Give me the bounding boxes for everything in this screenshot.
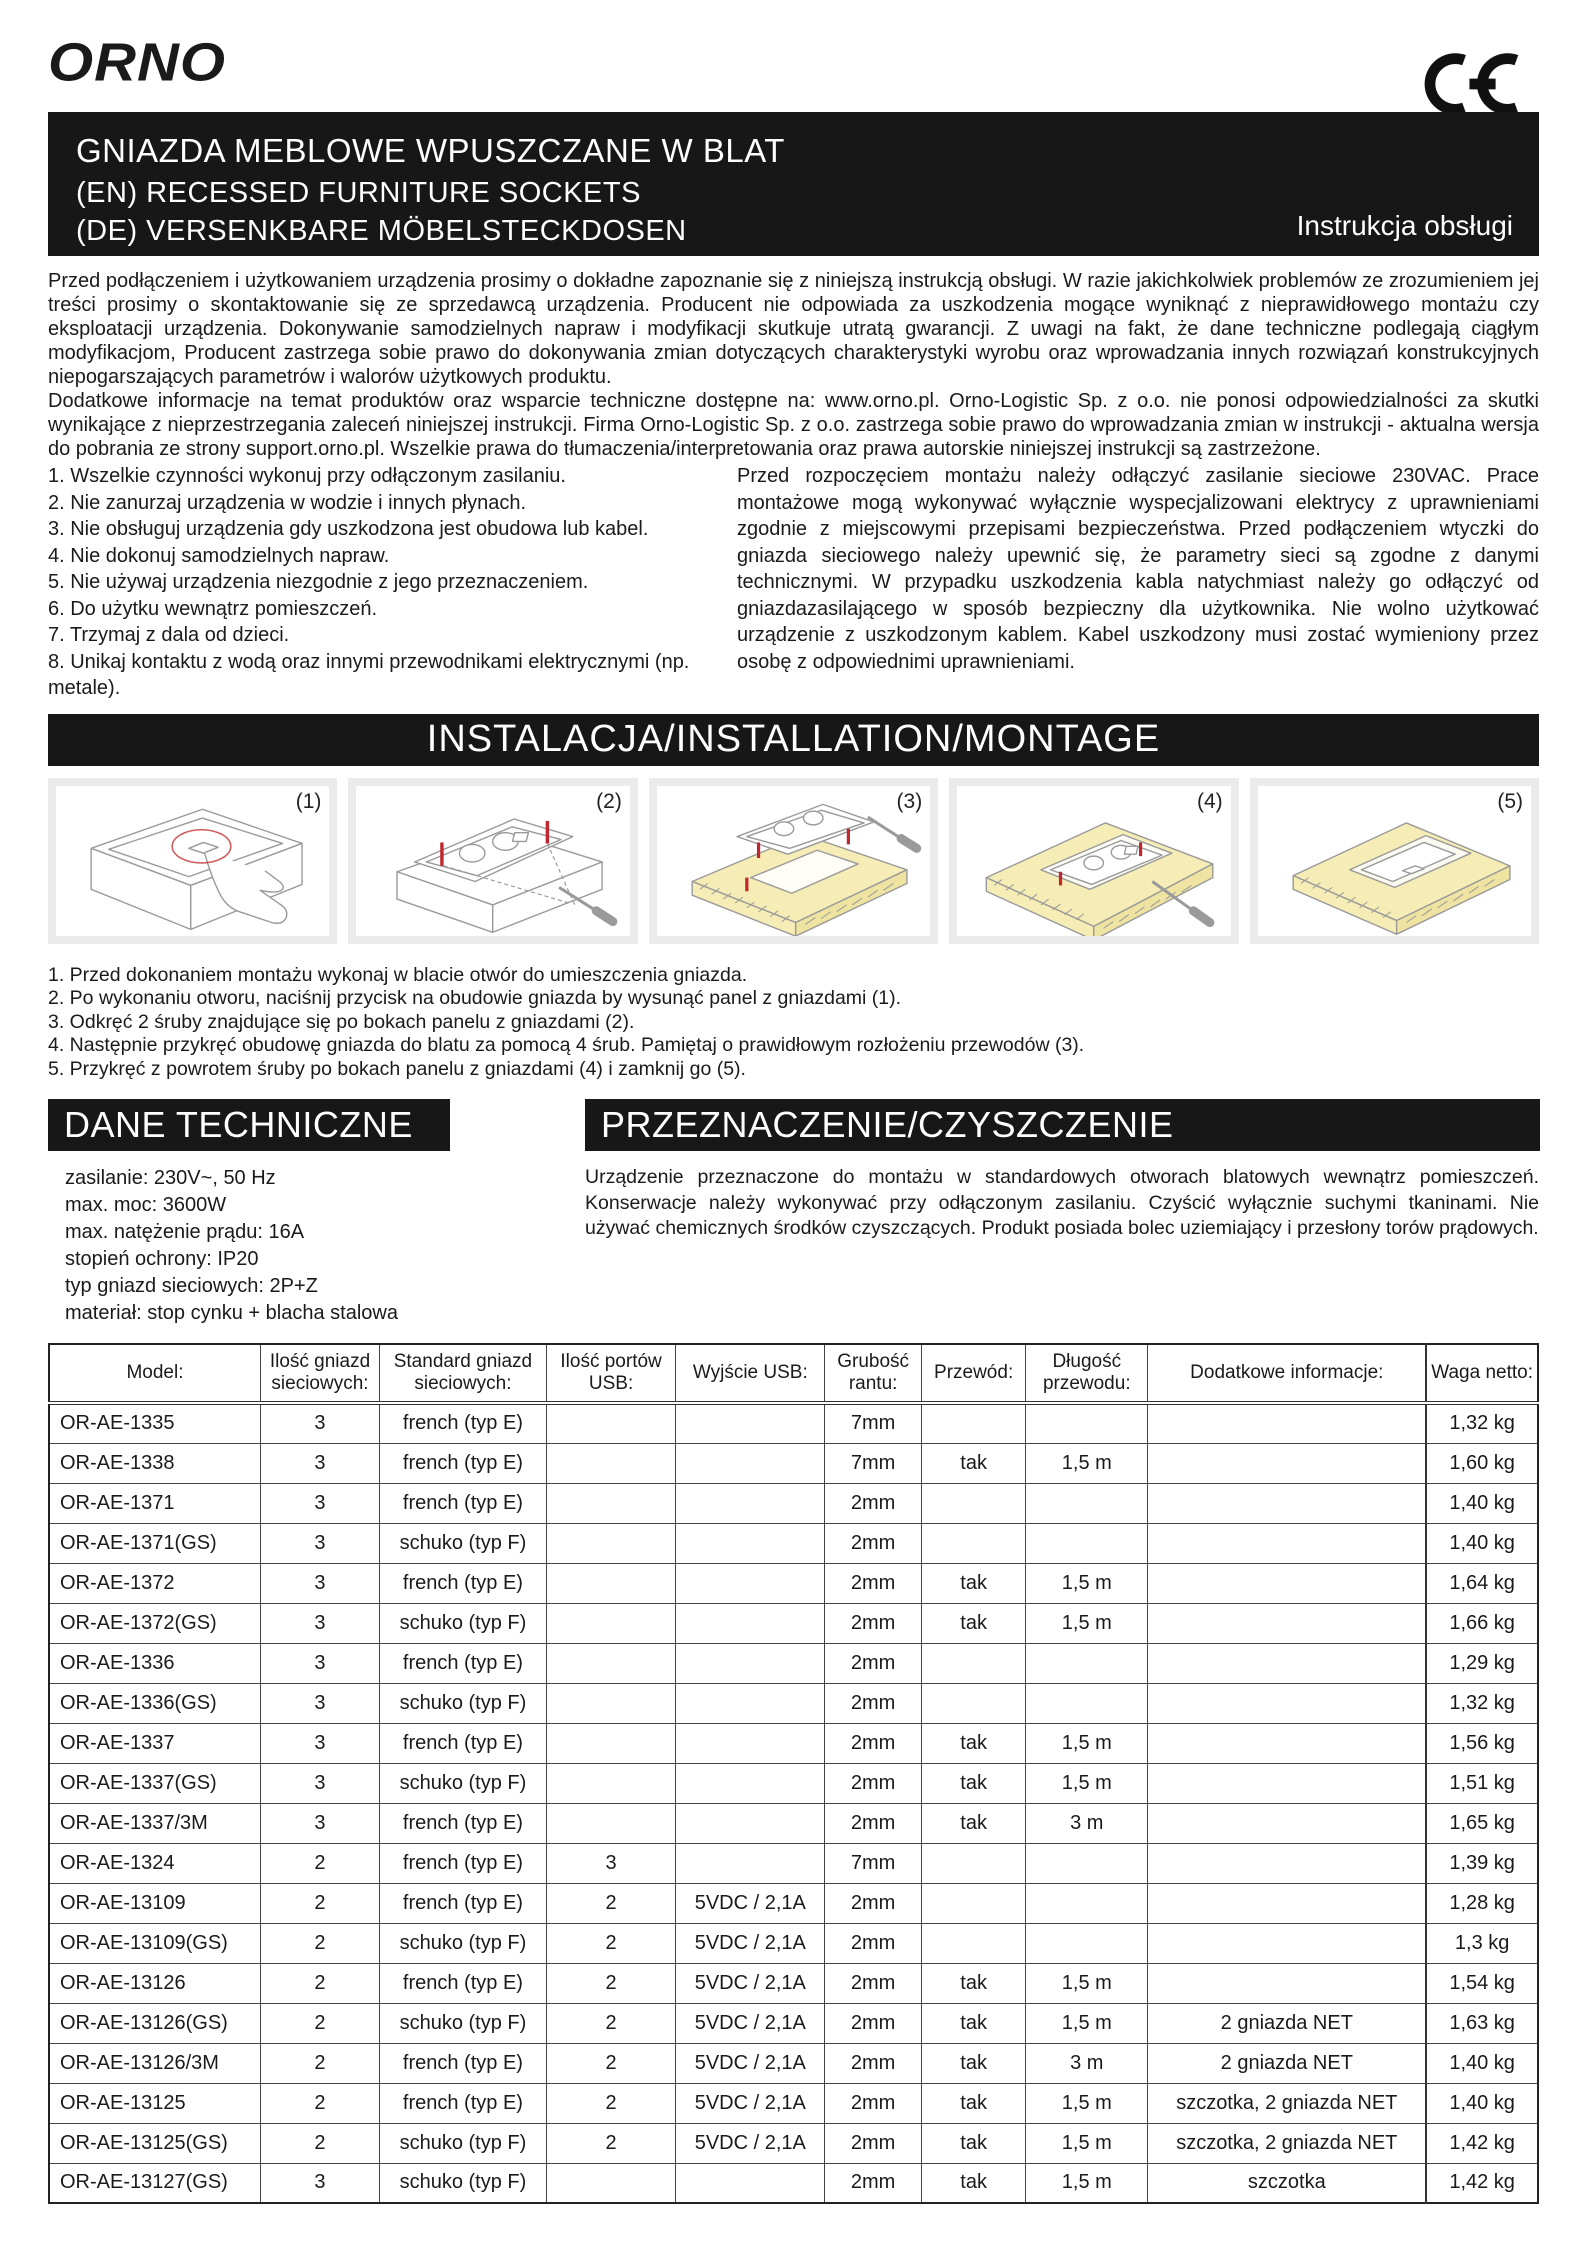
cell-usb-output: 5VDC / 2,1A	[676, 1923, 825, 1963]
cell-wire-length	[1026, 1403, 1148, 1443]
cell-usb-output: 5VDC / 2,1A	[676, 2123, 825, 2163]
cell-socket-count: 2	[260, 1883, 379, 1923]
cell-wire	[922, 1923, 1026, 1963]
cell-net-weight: 1,39 kg	[1426, 1843, 1538, 1883]
product-title-de: (DE) VERSENKBARE MÖBELSTECKDOSEN	[76, 215, 687, 247]
figure-4-tile	[949, 778, 1238, 944]
cell-usb-count	[546, 1603, 676, 1643]
cell-model: OR-AE-13126/3M	[49, 2043, 260, 2083]
cell-usb-count	[546, 1483, 676, 1523]
cell-rim-thickness: 2mm	[825, 2123, 922, 2163]
cell-socket-standard: schuko (typ F)	[380, 1923, 547, 1963]
spec-table-row	[49, 1883, 1538, 1923]
cell-net-weight: 1,66 kg	[1426, 1603, 1538, 1643]
product-title-en: (EN) RECESSED FURNITURE SOCKETS	[76, 177, 641, 209]
cell-model: OR-AE-13125(GS)	[49, 2123, 260, 2163]
spec-table-row	[49, 1843, 1538, 1883]
cell-socket-standard: schuko (typ F)	[380, 1763, 547, 1803]
cell-wire-length: 1,5 m	[1026, 2003, 1148, 2043]
cell-socket-standard: schuko (typ F)	[380, 2163, 547, 2203]
figure-5-closed	[1258, 786, 1531, 936]
title-bar	[48, 112, 1539, 256]
safety-list	[48, 463, 703, 702]
cell-wire-length	[1026, 1843, 1148, 1883]
cell-net-weight: 1,42 kg	[1426, 2123, 1538, 2163]
cell-net-weight: 1,40 kg	[1426, 2083, 1538, 2123]
cell-wire-length: 1,5 m	[1026, 1603, 1148, 1643]
cell-model: OR-AE-1337(GS)	[49, 1763, 260, 1803]
cell-net-weight: 1,65 kg	[1426, 1803, 1538, 1843]
cell-socket-count: 3	[260, 1683, 379, 1723]
cell-socket-standard: french (typ E)	[380, 1803, 547, 1843]
cell-rim-thickness: 2mm	[825, 2003, 922, 2043]
installation-step: 3. Odkręć 2 śruby znajdujące się po bokach panelu z gniazdami (2).	[48, 1010, 635, 1033]
technical-data-item: max. natężenie prądu: 16A	[65, 1221, 305, 1243]
cell-wire: tak	[922, 1603, 1026, 1643]
cell-socket-count: 2	[260, 1843, 379, 1883]
cell-usb-output	[676, 1563, 825, 1603]
technical-data-item: typ gniazd sieciowych: 2P+Z	[65, 1275, 318, 1297]
cell-wire-length	[1026, 1923, 1148, 1963]
cell-wire: tak	[922, 1763, 1026, 1803]
cell-socket-count: 2	[260, 2123, 379, 2163]
cell-socket-standard: schuko (typ F)	[380, 1683, 547, 1723]
cell-net-weight: 1,32 kg	[1426, 1403, 1538, 1443]
cell-wire: tak	[922, 2163, 1026, 2203]
figure-2-tile	[348, 778, 637, 944]
spec-table-header-cell: Standard gniazd sieciowych:	[380, 1344, 547, 1403]
spec-table-row	[49, 1403, 1538, 1443]
cell-extra-info: 2 gniazda NET	[1148, 2003, 1426, 2043]
cell-usb-output	[676, 1483, 825, 1523]
technical-data-list	[48, 1165, 450, 1327]
cell-wire-length: 1,5 m	[1026, 2123, 1148, 2163]
cell-model: OR-AE-1372(GS)	[49, 1603, 260, 1643]
spec-table-row	[49, 1923, 1538, 1963]
spec-table-row	[49, 2083, 1538, 2123]
cell-socket-count: 3	[260, 2163, 379, 2203]
cell-usb-output: 5VDC / 2,1A	[676, 2043, 825, 2083]
cell-socket-standard: schuko (typ F)	[380, 1523, 547, 1563]
cell-socket-count: 3	[260, 1763, 379, 1803]
cell-usb-output	[676, 1643, 825, 1683]
spec-table-header-cell: Ilość gniazd sieciowych:	[260, 1344, 379, 1403]
cell-usb-output	[676, 1683, 825, 1723]
installation-step: 4. Następnie przykręć obudowę gniazda do blatu za pomocą 4 śrub. Pamiętaj o prawidłowym rozłożeniu przewodów (3).	[48, 1034, 1085, 1056]
cell-extra-info	[1148, 1723, 1426, 1763]
figure-1-tile	[48, 778, 337, 944]
cell-net-weight: 1,3 kg	[1426, 1923, 1538, 1963]
spec-table-header-cell: Długość przewodu:	[1026, 1344, 1148, 1403]
cell-extra-info	[1148, 1923, 1426, 1963]
cell-usb-count	[546, 1643, 676, 1683]
technical-section-title: DANE TECHNICZNE	[48, 1099, 450, 1151]
cell-socket-count: 3	[260, 1523, 379, 1563]
purpose-text: Urządzenie przeznaczone do montażu w standardowych otworach blatowych wewnątrz pomieszczeń. Konserwacje należy wykonywać przy odłączonym zasilaniu. Czyścić wyłącznie suchymi tkaninami. Nie używać chemicznych środków czyszczących. Produkt posiada bolec uziemiający i przesłony torów prądowych.	[585, 1166, 1539, 1239]
cell-extra-info	[1148, 1563, 1426, 1603]
purpose-section-title: PRZEZNACZENIE/CZYSZCZENIE	[585, 1099, 1540, 1151]
cell-model: OR-AE-13126	[49, 1963, 260, 2003]
cell-rim-thickness: 2mm	[825, 1603, 922, 1643]
cell-socket-standard: french (typ E)	[380, 1403, 547, 1443]
cell-rim-thickness: 2mm	[825, 1563, 922, 1603]
cell-socket-standard: schuko (typ F)	[380, 2003, 547, 2043]
cell-socket-count: 3	[260, 1483, 379, 1523]
cell-model: OR-AE-13125	[49, 2083, 260, 2123]
cell-wire: tak	[922, 2123, 1026, 2163]
cell-extra-info	[1148, 1643, 1426, 1683]
cell-wire: tak	[922, 2043, 1026, 2083]
cell-socket-count: 3	[260, 1563, 379, 1603]
cell-usb-count	[546, 2163, 676, 2203]
cell-net-weight: 1,56 kg	[1426, 1723, 1538, 1763]
intro-paragraph-1: Przed podłączeniem i użytkowaniem urządzenia prosimy o dokładne zapoznanie się z niniejszą instrukcją obsługi. W razie jakichkolwiek problemów ze zrozumieniem jej treści prosimy o skontaktowanie się ze sprzedawcą urządzenia. Producent nie odpowiada za uszkodzenia mogące wyniknąć z nieprawidłowego montażu czy eksploatacji urządzenia. Dokonywanie samodzielnych napraw i modyfikacji skutkuje utratą gwarancji. Z uwagi na fakt, że dane techniczne podlegają ciągłym modyfikacjom, Producent zastrzega sobie prawo do dokonywania zmian dotyczących charakterystyki wyrobu oraz wprowadzania innych rozwiązań konstrukcyjnych niepogarszających parametrów i walorów użytkowych produktu.	[48, 270, 1539, 388]
cell-wire-length	[1026, 1523, 1148, 1563]
cell-wire-length: 3 m	[1026, 2043, 1148, 2083]
cell-model: OR-AE-1335	[49, 1403, 260, 1443]
orno-logo: ORNO	[48, 32, 226, 93]
technical-data-item: zasilanie: 230V~, 50 Hz	[65, 1167, 276, 1189]
cell-wire	[922, 1483, 1026, 1523]
cell-socket-count: 2	[260, 2083, 379, 2123]
cell-net-weight: 1,63 kg	[1426, 2003, 1538, 2043]
cell-model: OR-AE-13126(GS)	[49, 2003, 260, 2043]
figure-1-press-button	[56, 786, 329, 936]
cell-socket-standard: french (typ E)	[380, 1563, 547, 1603]
cell-usb-output	[676, 1603, 825, 1643]
cell-wire-length: 1,5 m	[1026, 1723, 1148, 1763]
cell-usb-output: 5VDC / 2,1A	[676, 1883, 825, 1923]
installation-section-title: INSTALACJA/INSTALLATION/MONTAGE	[48, 714, 1539, 766]
cell-usb-output	[676, 1763, 825, 1803]
cell-extra-info	[1148, 1403, 1426, 1443]
cell-socket-count: 3	[260, 1403, 379, 1443]
cell-extra-info: szczotka, 2 gniazda NET	[1148, 2123, 1426, 2163]
safety-item: 4. Nie dokonuj samodzielnych napraw.	[48, 544, 390, 567]
spec-table-row	[49, 2043, 1538, 2083]
cell-wire: tak	[922, 2083, 1026, 2123]
cell-wire	[922, 1683, 1026, 1723]
spec-table-row	[49, 1963, 1538, 2003]
cell-model: OR-AE-13109	[49, 1883, 260, 1923]
cell-socket-standard: french (typ E)	[380, 1963, 547, 2003]
cell-socket-standard: french (typ E)	[380, 1723, 547, 1763]
figure-2-unscrew-panel	[356, 786, 629, 936]
cell-socket-standard: french (typ E)	[380, 1643, 547, 1683]
cell-wire	[922, 1843, 1026, 1883]
cell-wire-length: 1,5 m	[1026, 1563, 1148, 1603]
intro-paragraph-2: Dodatkowe informacje na temat produktów oraz wsparcie techniczne dostępne na: www.orno.pl. Orno-Logistic Sp. z o.o. nie ponosi odpowiedzialności za skutki wynikające z nieprzestrzegania zaleceń niniejszej instrukcji. Firma Orno-Logistic Sp. z o.o. zastrzega sobie prawo do wprowadzania zmian w instrukcji - aktualna wersja do pobrania ze strony support.orno.pl. Wszelkie prawa do tłumaczenia/interpretowania oraz prawa autorskie niniejszej instrukcji są zastrzeżone.	[48, 390, 1539, 460]
cell-socket-count: 3	[260, 1723, 379, 1763]
figure-3-tile	[649, 778, 938, 944]
cell-rim-thickness: 2mm	[825, 1523, 922, 1563]
cell-socket-count: 3	[260, 1603, 379, 1643]
cell-extra-info	[1148, 1763, 1426, 1803]
cell-usb-output	[676, 1443, 825, 1483]
cell-net-weight: 1,64 kg	[1426, 1563, 1538, 1603]
installation-step: 2. Po wykonaniu otworu, naciśnij przycisk na obudowie gniazda by wysunąć panel z gniazdami (1).	[48, 987, 902, 1009]
cell-extra-info	[1148, 1843, 1426, 1883]
safety-item: 6. Do użytku wewnątrz pomieszczeń.	[48, 597, 378, 620]
cell-wire-length	[1026, 1483, 1148, 1523]
mains-notice: Przed rozpoczęciem montażu należy odłączyć zasilanie sieciowe 230VAC. Prace montażowe mogą wykonywać wyłącznie wyspecjalizowani elektrycy z uprawnieniami zgodnie z miejscowymi przepisami bezpieczeństwa. Przed podłączeniem wtyczki do gniazda sieciowego należy upewnić się, że parametry sieci są zgodne z danymi technicznymi. W przypadku uszkodzenia kabla natychmiast należy go odłączyć od gniazdazasilającego w sposób bezpieczny dla użytkownika. Nie wolno użytkować urządzenie z uszkodzonym kablem. Kabel uszkodzony musi zostać wymieniony przez osobę z odpowiednimi uprawnieniami.	[737, 465, 1539, 673]
cell-extra-info: szczotka, 2 gniazda NET	[1148, 2083, 1426, 2123]
cell-wire-length: 1,5 m	[1026, 1443, 1148, 1483]
spec-table-row	[49, 1683, 1538, 1723]
cell-socket-count: 2	[260, 2043, 379, 2083]
cell-usb-count	[546, 1803, 676, 1843]
cell-wire-length: 1,5 m	[1026, 1763, 1148, 1803]
cell-usb-count: 2	[546, 2083, 676, 2123]
cell-socket-standard: french (typ E)	[380, 2083, 547, 2123]
cell-rim-thickness: 2mm	[825, 1923, 922, 1963]
cell-model: OR-AE-1337/3M	[49, 1803, 260, 1843]
figure-5-tile	[1250, 778, 1539, 944]
cell-usb-count: 2	[546, 2043, 676, 2083]
spec-table-header-cell: Przewód:	[922, 1344, 1026, 1403]
cell-model: OR-AE-1338	[49, 1443, 260, 1483]
cell-rim-thickness: 7mm	[825, 1403, 922, 1443]
cell-net-weight: 1,40 kg	[1426, 1523, 1538, 1563]
installation-steps	[48, 964, 1539, 1082]
spec-table-row	[49, 2163, 1538, 2203]
cell-usb-count: 2	[546, 2003, 676, 2043]
figure-3-mount-housing	[657, 786, 930, 936]
spec-table-row	[49, 1763, 1538, 1803]
cell-socket-count: 2	[260, 2003, 379, 2043]
cell-wire-length: 3 m	[1026, 1803, 1148, 1843]
product-title-pl: GNIAZDA MEBLOWE WPUSZCZANE W BLAT	[76, 132, 785, 169]
spec-table-row	[49, 1603, 1538, 1643]
cell-usb-output	[676, 1723, 825, 1763]
cell-rim-thickness: 2mm	[825, 1683, 922, 1723]
cell-wire-length	[1026, 1643, 1148, 1683]
cell-rim-thickness: 2mm	[825, 1643, 922, 1683]
spec-table-header-row	[49, 1344, 1538, 1403]
cell-rim-thickness: 7mm	[825, 1443, 922, 1483]
cell-usb-count: 2	[546, 1883, 676, 1923]
installation-figures	[48, 778, 1539, 944]
cell-socket-standard: french (typ E)	[380, 1843, 547, 1883]
cell-net-weight: 1,42 kg	[1426, 2163, 1538, 2203]
cell-usb-count	[546, 1683, 676, 1723]
cell-wire: tak	[922, 1963, 1026, 2003]
spec-table-header-cell: Waga netto:	[1426, 1344, 1538, 1403]
cell-wire: tak	[922, 1803, 1026, 1843]
cell-usb-count	[546, 1523, 676, 1563]
cell-net-weight: 1,51 kg	[1426, 1763, 1538, 1803]
safety-and-notice	[48, 463, 1539, 702]
cell-model: OR-AE-1336(GS)	[49, 1683, 260, 1723]
figure-4-number: (4)	[1196, 789, 1223, 813]
spec-table-row	[49, 2003, 1538, 2043]
cell-net-weight: 1,60 kg	[1426, 1443, 1538, 1483]
safety-item: 8. Unikaj kontaktu z wodą oraz innymi przewodnikami elektrycznymi (np. metale).	[48, 650, 690, 699]
cell-usb-output	[676, 1803, 825, 1843]
cell-wire	[922, 1523, 1026, 1563]
cell-extra-info: 2 gniazda NET	[1148, 2043, 1426, 2083]
cell-wire-length: 1,5 m	[1026, 2163, 1148, 2203]
spec-table-row	[49, 2123, 1538, 2163]
cell-extra-info: szczotka	[1148, 2163, 1426, 2203]
spec-table-header-cell: Model:	[49, 1344, 260, 1403]
cell-model: OR-AE-1372	[49, 1563, 260, 1603]
manual-type-label: Instrukcja obsługi	[1296, 210, 1513, 241]
cell-net-weight: 1,28 kg	[1426, 1883, 1538, 1923]
cell-model: OR-AE-1371	[49, 1483, 260, 1523]
brand-row	[48, 0, 1539, 96]
cell-usb-count	[546, 1723, 676, 1763]
cell-model: OR-AE-13127(GS)	[49, 2163, 260, 2203]
spec-table-header-cell: Dodatkowe informacje:	[1148, 1344, 1426, 1403]
cell-extra-info	[1148, 1523, 1426, 1563]
cell-usb-count: 2	[546, 2123, 676, 2163]
cell-wire: tak	[922, 2003, 1026, 2043]
cell-wire: tak	[922, 1723, 1026, 1763]
figure-2-number: (2)	[596, 789, 622, 813]
cell-wire	[922, 1403, 1026, 1443]
technical-data-item: max. moc: 3600W	[65, 1194, 227, 1216]
cell-rim-thickness: 2mm	[825, 2163, 922, 2203]
cell-wire: tak	[922, 1563, 1026, 1603]
cell-model: OR-AE-1324	[49, 1843, 260, 1883]
cell-usb-output	[676, 1523, 825, 1563]
cell-usb-count	[546, 1563, 676, 1603]
cell-rim-thickness: 2mm	[825, 1803, 922, 1843]
cell-usb-count	[546, 1763, 676, 1803]
spec-table-row	[49, 1523, 1538, 1563]
cell-wire	[922, 1883, 1026, 1923]
spec-table-row	[49, 1563, 1538, 1603]
spec-table-row	[49, 1643, 1538, 1683]
cell-net-weight: 1,32 kg	[1426, 1683, 1538, 1723]
spec-table-body	[49, 1403, 1538, 2203]
spec-table-row	[49, 1723, 1538, 1763]
cell-wire-length	[1026, 1683, 1148, 1723]
figure-1-number: (1)	[295, 789, 322, 813]
cell-model: OR-AE-13109(GS)	[49, 1923, 260, 1963]
cell-socket-standard: french (typ E)	[380, 1883, 547, 1923]
cell-socket-standard: french (typ E)	[380, 2043, 547, 2083]
cell-wire-length: 1,5 m	[1026, 2083, 1148, 2123]
section-bodies	[48, 1165, 1539, 1327]
intro-section	[48, 269, 1539, 461]
cell-rim-thickness: 2mm	[825, 1723, 922, 1763]
technical-data-item: stopień ochrony: IP20	[65, 1248, 259, 1270]
ce-mark-icon	[1421, 52, 1521, 121]
cell-model: OR-AE-1337	[49, 1723, 260, 1763]
cell-usb-count: 3	[546, 1843, 676, 1883]
cell-wire-length	[1026, 1883, 1148, 1923]
safety-item: 2. Nie zanurzaj urządzenia w wodzie i innych płynach.	[48, 491, 527, 514]
spec-table	[48, 1343, 1539, 2204]
cell-rim-thickness: 2mm	[825, 2083, 922, 2123]
cell-net-weight: 1,54 kg	[1426, 1963, 1538, 2003]
spec-table-row	[49, 1803, 1538, 1843]
cell-socket-standard: french (typ E)	[380, 1483, 547, 1523]
cell-socket-count: 2	[260, 1963, 379, 2003]
cell-rim-thickness: 2mm	[825, 1763, 922, 1803]
cell-usb-count	[546, 1443, 676, 1483]
cell-wire: tak	[922, 1443, 1026, 1483]
cell-socket-standard: schuko (typ F)	[380, 1603, 547, 1643]
spec-table-header-cell: Wyjście USB:	[676, 1344, 825, 1403]
cell-socket-standard: french (typ E)	[380, 1443, 547, 1483]
cell-usb-output	[676, 1403, 825, 1443]
cell-extra-info	[1148, 1603, 1426, 1643]
cell-wire	[922, 1643, 1026, 1683]
cell-usb-count: 2	[546, 1963, 676, 2003]
cell-net-weight: 1,29 kg	[1426, 1643, 1538, 1683]
spec-table-row	[49, 1443, 1538, 1483]
technical-data-item: materiał: stop cynku + blacha stalowa	[65, 1302, 398, 1324]
cell-rim-thickness: 2mm	[825, 1483, 922, 1523]
figure-4-screw-panel	[957, 786, 1230, 936]
cell-rim-thickness: 7mm	[825, 1843, 922, 1883]
safety-item: 1. Wszelkie czynności wykonuj przy odłączonym zasilaniu.	[48, 465, 566, 487]
safety-item: 3. Nie obsługuj urządzenia gdy uszkodzona jest obudowa lub kabel.	[48, 518, 649, 540]
section-heads	[48, 1099, 1539, 1151]
spec-table-header-cell: Grubość rantu:	[825, 1344, 922, 1403]
safety-item: 5. Nie używaj urządzenia niezgodnie z jego przeznaczeniem.	[48, 571, 589, 593]
installation-step: 5. Przykręć z powrotem śruby po bokach panelu z gniazdami (4) i zamknij go (5).	[48, 1057, 746, 1080]
cell-socket-count: 3	[260, 1803, 379, 1843]
cell-rim-thickness: 2mm	[825, 2043, 922, 2083]
cell-usb-output: 5VDC / 2,1A	[676, 1963, 825, 2003]
cell-wire-length: 1,5 m	[1026, 1963, 1148, 2003]
cell-usb-output	[676, 1843, 825, 1883]
cell-extra-info	[1148, 1483, 1426, 1523]
cell-socket-standard: schuko (typ F)	[380, 2123, 547, 2163]
spec-table-header-cell: Ilość portów USB:	[546, 1344, 676, 1403]
cell-usb-output	[676, 2163, 825, 2203]
cell-socket-count: 2	[260, 1923, 379, 1963]
safety-item: 7. Trzymaj z dala od dzieci.	[48, 624, 290, 646]
cell-rim-thickness: 2mm	[825, 1963, 922, 2003]
cell-model: OR-AE-1336	[49, 1643, 260, 1683]
cell-rim-thickness: 2mm	[825, 1883, 922, 1923]
cell-usb-output: 5VDC / 2,1A	[676, 2083, 825, 2123]
cell-model: OR-AE-1371(GS)	[49, 1523, 260, 1563]
installation-step: 1. Przed dokonaniem montażu wykonaj w blacie otwór do umieszczenia gniazda.	[48, 963, 748, 986]
cell-usb-count: 2	[546, 1923, 676, 1963]
cell-extra-info	[1148, 1883, 1426, 1923]
cell-socket-count: 3	[260, 1443, 379, 1483]
cell-net-weight: 1,40 kg	[1426, 2043, 1538, 2083]
cell-extra-info	[1148, 1443, 1426, 1483]
cell-extra-info	[1148, 1803, 1426, 1843]
cell-extra-info	[1148, 1683, 1426, 1723]
cell-usb-output: 5VDC / 2,1A	[676, 2003, 825, 2043]
figure-5-number: (5)	[1497, 789, 1524, 813]
figure-3-number: (3)	[896, 789, 923, 813]
cell-socket-count: 3	[260, 1643, 379, 1683]
cell-usb-count	[546, 1403, 676, 1443]
cell-net-weight: 1,40 kg	[1426, 1483, 1538, 1523]
spec-table-row	[49, 1483, 1538, 1523]
cell-extra-info	[1148, 1963, 1426, 2003]
